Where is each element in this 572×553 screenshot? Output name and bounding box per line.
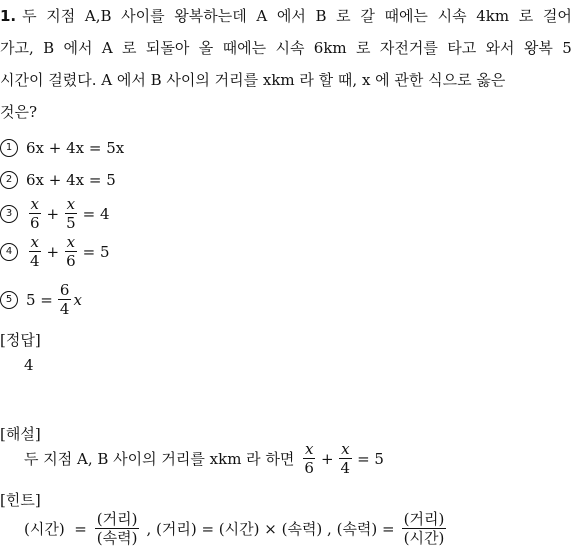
fraction [339,440,353,477]
question-word: 와서 [485,39,515,57]
fraction-numerator: x [30,195,39,213]
fraction-denominator: 6 [66,252,76,270]
question-word: 가고, [0,39,34,57]
question-word: B [315,7,327,25]
question-word: 로 [356,39,371,57]
question-word: 로 [336,7,351,25]
option-1[interactable] [0,139,124,157]
fraction [64,195,78,232]
question-word: A [256,7,268,25]
question-lead [0,6,37,26]
question-word: 지점 [46,7,76,25]
fraction-numerator: x [66,195,76,213]
explanation-text: 두 지점 A, B 사이의 거리를 xkm 라 하면 [24,450,295,468]
question-word: 에서 [63,39,93,57]
question-word: A [101,39,113,57]
fraction-denominator: 5 [66,214,76,232]
fraction [28,195,42,232]
option-marker: 1 [0,139,18,157]
fraction-numerator: x [30,233,39,251]
option-4[interactable] [0,233,110,270]
question-word: 갈 [360,7,375,25]
question-word: 두 [22,7,37,25]
question-word: 로 [518,7,534,25]
fraction-denominator: (속력) [96,529,138,547]
question-word: 시속 [437,7,467,25]
question-line-2 [0,38,572,58]
equation-rhs: = 5 [82,242,110,261]
question-word: 시속 [275,39,305,57]
hint-text: , (거리) = (시간) × (속력) , (속력) = [146,520,395,538]
question-line-3: 시간이 걸렸다. A 에서 B 사이의 거리를 xkm 라 할 때, x 에 관한 식으로 옳은 [0,71,506,89]
question-word: 때에는 [384,7,428,25]
equation-rhs: = 4 [82,204,110,223]
question-word: 에서 [276,7,306,25]
hint-body [24,510,448,547]
option-marker: 5 [0,291,18,309]
question-line-4: 것은? [0,103,38,121]
fraction-denominator: 6 [30,214,40,232]
hint-text: (시간) = [24,520,87,538]
option-3[interactable] [0,195,110,232]
fraction [95,510,140,547]
question-word: 왕복하는데 [174,7,247,25]
hint-label: [힌트] [0,491,41,509]
fraction-denominator: (시간) [403,529,445,547]
fraction-numerator: x [341,440,350,458]
question-word: 올 [198,39,214,57]
fraction-denominator: 4 [59,300,70,318]
fraction-numerator: x [304,440,314,458]
fraction [64,233,78,270]
explanation-label: [해설] [0,425,41,443]
answer-label: [정답] [0,331,41,349]
fraction [302,440,316,477]
question-word: 4km [476,7,510,25]
option-marker: 4 [0,243,18,261]
question-word: 사이를 [121,7,165,25]
question-word: 되돌아 [145,39,190,57]
operator: + [46,204,60,223]
question-word: B [43,39,55,57]
question-word: 왕복 [523,39,553,57]
option-5[interactable] [0,281,82,318]
question-word: A,B [84,7,112,25]
operator: + [46,242,60,261]
operator: + [320,449,334,468]
option-marker: 3 [0,205,18,223]
fraction-numerator: 6 [59,281,70,299]
equation-rhs: = 5 [357,449,384,468]
question-word: 때에는 [222,39,267,57]
question-word: 걸어 [542,7,572,25]
fraction-denominator: 4 [30,252,40,270]
fraction-numerator: (거리) [403,510,445,528]
variable: x [73,290,82,309]
question-word: 자전거를 [379,39,438,57]
question-word: 5 [562,39,572,57]
fraction-numerator: x [66,233,76,251]
option-text: 6x + 4x = 5x [26,139,125,157]
explanation-body [24,440,384,477]
fraction-numerator: (거리) [96,510,138,528]
option-marker: 2 [0,171,18,189]
fraction-denominator: 6 [304,459,314,477]
question-word: 타고 [447,39,477,57]
question-word: 6km [313,39,347,57]
fraction [402,510,447,547]
question-word: 로 [122,39,137,57]
option-text: 6x + 4x = 5 [26,171,116,189]
option-2[interactable] [0,171,116,189]
fraction [58,281,72,318]
equation-lhs: 5 = [26,290,53,309]
question-line-1 [0,6,572,26]
fraction [28,233,42,270]
fraction-denominator: 4 [340,459,351,477]
question-number: 1. [0,7,17,25]
answer-value: 4 [24,356,34,374]
